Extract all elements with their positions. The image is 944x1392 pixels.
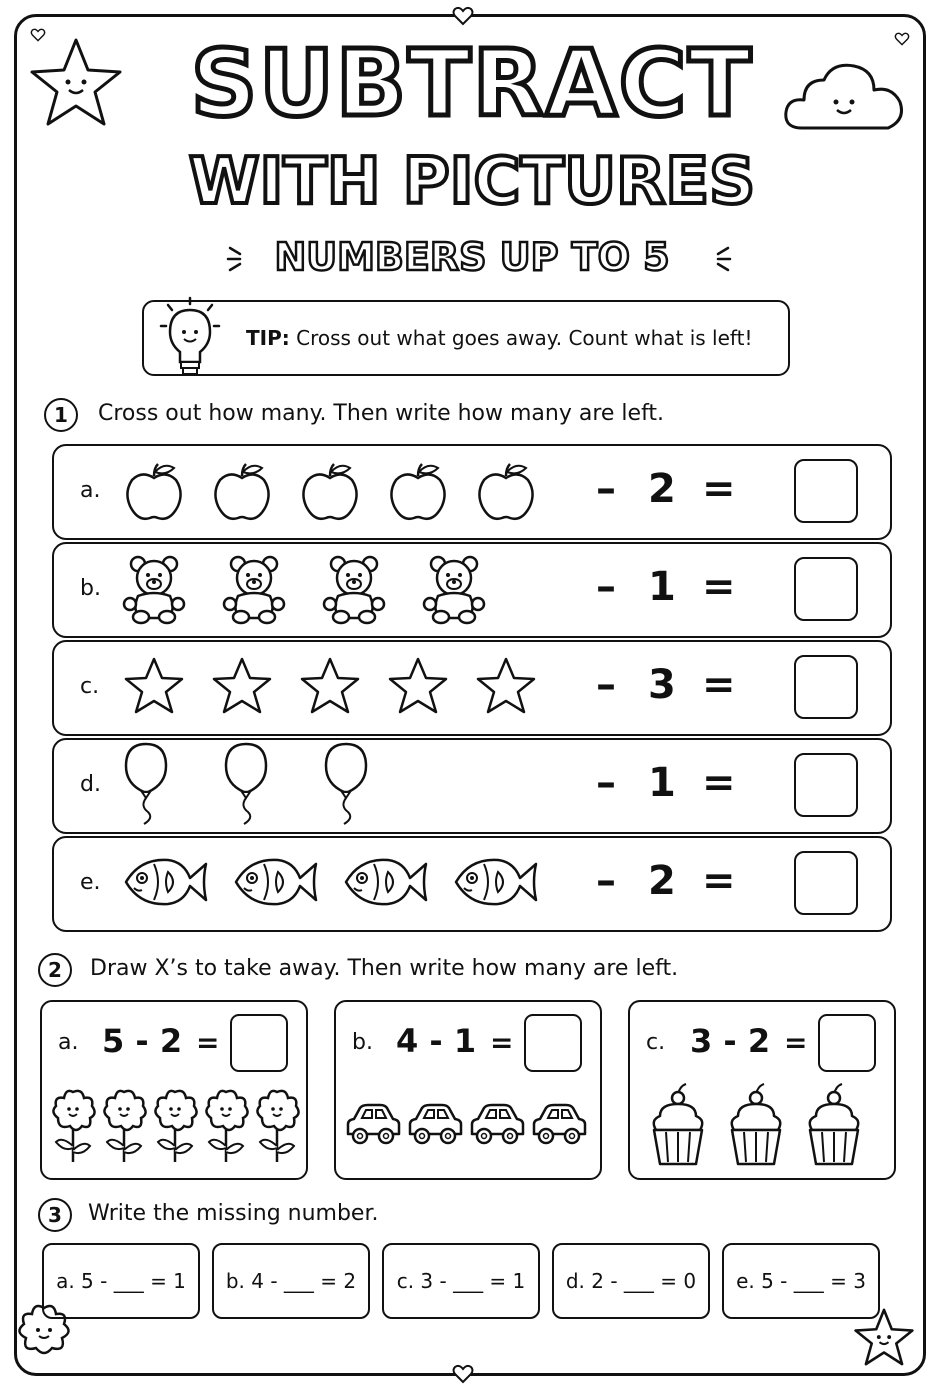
panel-equation: 5 - 2 [102, 1022, 183, 1060]
teddy-bear-icon [124, 554, 184, 628]
equals-sign: = [490, 1026, 514, 1059]
panel-equation: 4 - 1 [396, 1022, 477, 1060]
balloon-icon [224, 742, 268, 830]
flower-icon [50, 1088, 96, 1168]
panel-label: b. [352, 1030, 373, 1055]
car-icon [406, 1102, 464, 1150]
car-icon [344, 1102, 402, 1150]
flower-icon [101, 1088, 147, 1168]
teddy-bear-icon [324, 554, 384, 628]
equals-sign: = [702, 564, 736, 610]
answer-box[interactable] [818, 1014, 876, 1072]
answer-box[interactable] [794, 459, 858, 523]
answer-box[interactable] [794, 557, 858, 621]
star-icon [212, 656, 272, 720]
missing-number-item[interactable]: b. 4 - ___ = 2 [212, 1243, 370, 1319]
section-instruction: Cross out how many. Then write how many are left. [98, 401, 665, 426]
answer-box[interactable] [794, 753, 858, 817]
equals-sign: = [702, 760, 736, 806]
page-topic: NUMBERS UP TO 5 [274, 235, 670, 279]
balloon-icon [324, 742, 368, 830]
star-icon [124, 656, 184, 720]
tip-label: TIP: [246, 326, 290, 350]
apple-icon [124, 460, 184, 528]
minus-sign: – [596, 564, 616, 610]
star-icon [388, 656, 448, 720]
answer-box[interactable] [794, 655, 858, 719]
cupcake-icon [728, 1084, 784, 1170]
sparkle-icon [704, 244, 732, 274]
problem-row [52, 738, 892, 834]
fish-icon [454, 852, 538, 916]
fish-icon [124, 852, 208, 916]
minus-sign: – [596, 466, 616, 512]
subtract-number: 3 [648, 662, 676, 708]
panel-equation: 3 - 2 [690, 1022, 771, 1060]
subtract-number: 1 [648, 760, 676, 806]
minus-sign: – [596, 858, 616, 904]
problem-label: c. [80, 674, 100, 699]
section-instruction: Draw X’s to take away. Then write how many are left. [90, 956, 679, 981]
subtract-number: 2 [648, 858, 676, 904]
missing-number-item[interactable]: e. 5 - ___ = 3 [722, 1243, 880, 1319]
missing-number-item[interactable]: d. 2 - ___ = 0 [552, 1243, 710, 1319]
panel-label: a. [58, 1030, 79, 1055]
minus-sign: – [596, 662, 616, 708]
cupcake-icon [650, 1084, 706, 1170]
apple-icon [300, 460, 360, 528]
section-instruction: Write the missing number. [88, 1201, 379, 1226]
sparkle-icon [226, 244, 254, 274]
subtract-number: 1 [648, 564, 676, 610]
equals-sign: = [702, 466, 736, 512]
flower-icon [254, 1088, 300, 1168]
problem-label: e. [80, 870, 101, 895]
section-number: 2 [38, 953, 72, 987]
page-subtitle: WITH PICTURES [188, 145, 756, 219]
equals-sign: = [784, 1026, 808, 1059]
flower-icon [203, 1088, 249, 1168]
tip-text [246, 326, 752, 350]
missing-number-item[interactable]: c. 3 - ___ = 1 [382, 1243, 540, 1319]
minus-sign: – [596, 760, 616, 806]
star-icon [300, 656, 360, 720]
heart-icon [452, 1364, 474, 1384]
heart-icon [452, 6, 474, 26]
balloon-icon [124, 742, 168, 830]
subtract-number: 2 [648, 466, 676, 512]
problem-label: a. [80, 478, 101, 503]
apple-icon [212, 460, 272, 528]
teddy-bear-icon [224, 554, 284, 628]
page-title: SUBTRACT [190, 30, 754, 137]
section-number: 3 [38, 1198, 72, 1232]
apple-icon [476, 460, 536, 528]
problem-label: b. [80, 576, 101, 601]
equals-sign: = [702, 858, 736, 904]
answer-box[interactable] [794, 851, 858, 915]
answer-box[interactable] [230, 1014, 288, 1072]
equals-sign: = [196, 1026, 220, 1059]
fish-icon [234, 852, 318, 916]
car-icon [468, 1102, 526, 1150]
cupcake-icon [806, 1084, 862, 1170]
car-icon [530, 1102, 588, 1150]
fish-icon [344, 852, 428, 916]
tip-message: Cross out what goes away. Count what is left! [289, 326, 753, 350]
section-number: 1 [44, 398, 78, 432]
teddy-bear-icon [424, 554, 484, 628]
equals-sign: = [702, 662, 736, 708]
problem-label: d. [80, 772, 101, 797]
apple-icon [388, 460, 448, 528]
star-icon [476, 656, 536, 720]
flower-icon [152, 1088, 198, 1168]
panel-label: c. [646, 1030, 666, 1055]
answer-box[interactable] [524, 1014, 582, 1072]
missing-number-item[interactable]: a. 5 - ___ = 1 [42, 1243, 200, 1319]
lightbulb-icon [160, 296, 220, 382]
